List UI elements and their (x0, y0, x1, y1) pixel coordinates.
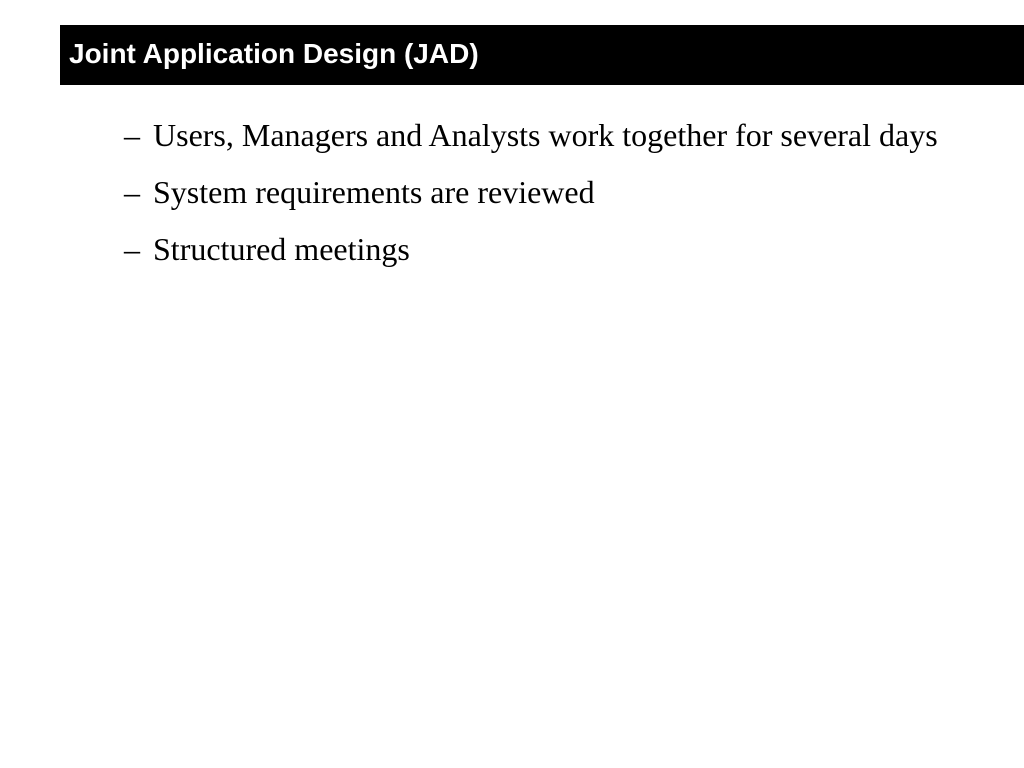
bullet-list (124, 114, 1004, 285)
bullet-dash: – (124, 117, 140, 153)
bullet-item (124, 171, 1004, 213)
bullet-item (124, 114, 1004, 156)
bullet-dash: – (124, 231, 140, 267)
bullet-text: Structured meetings (153, 231, 410, 267)
title-bar (60, 25, 1024, 85)
slide-title: Joint Application Design (JAD) (69, 38, 479, 69)
bullet-dash: – (124, 174, 140, 210)
bullet-text: System requirements are reviewed (153, 174, 595, 210)
bullet-item (124, 228, 1004, 270)
bullet-text: Users, Managers and Analysts work together for several days (153, 117, 938, 153)
